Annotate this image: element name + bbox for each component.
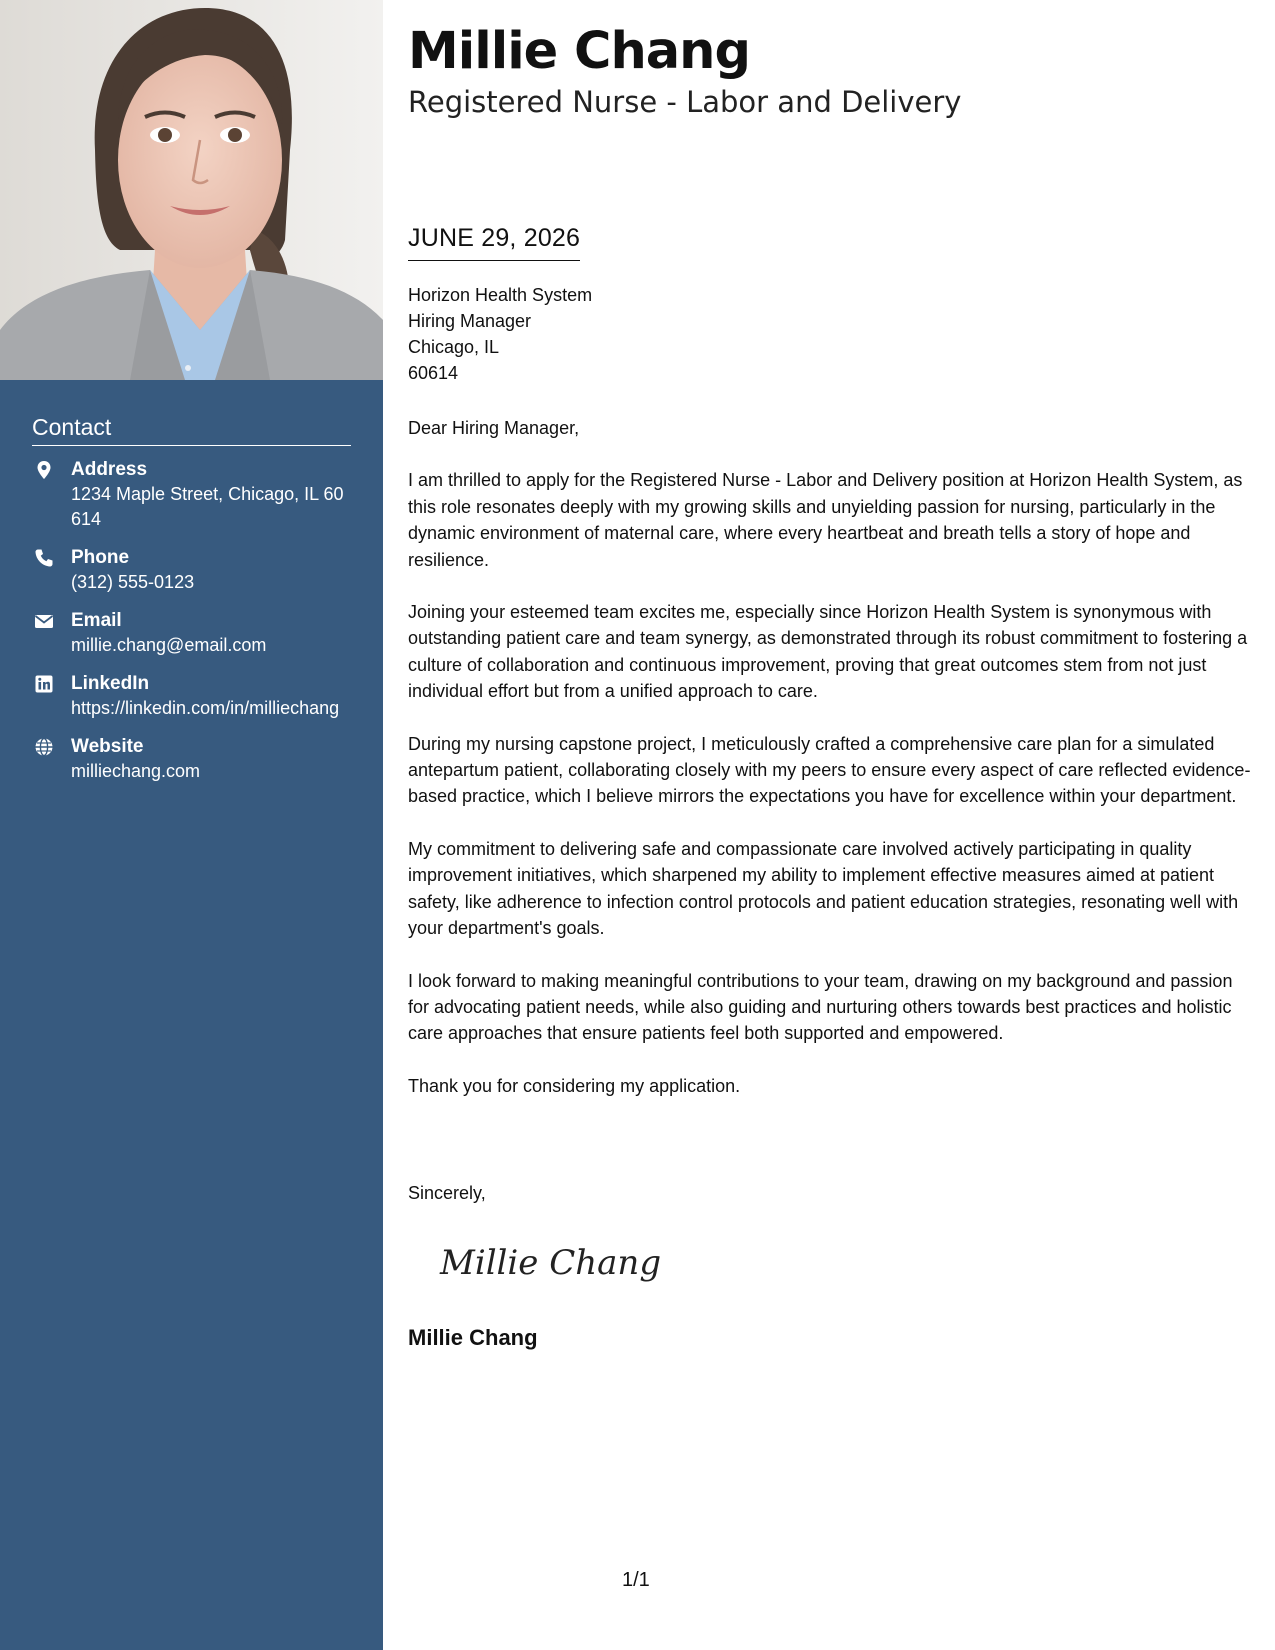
paragraph: During my nursing capstone project, I meticulously crafted a comprehensive care plan for a simulated antepartum patient, collaborating closely with my peers to ensure every aspect of care reflected evidence-based practice, which I believe mirrors the expectations you have for excellence within your department.: [408, 733, 1251, 807]
paragraph: Thank you for considering my application.: [408, 1075, 741, 1096]
address-label: Address: [71, 459, 148, 480]
profile-photo: [0, 0, 383, 380]
linkedin-icon: [34, 674, 54, 694]
letter-date: JUNE 29, 2026: [408, 222, 580, 261]
contact-item-address: [32, 458, 351, 532]
salutation: Dear Hiring Manager,: [408, 418, 580, 438]
portrait-image: [0, 0, 383, 380]
sidebar: [0, 0, 383, 1650]
contact-item-linkedin: [32, 672, 351, 721]
email-label: Email: [71, 610, 122, 631]
website-label: Website: [71, 736, 144, 757]
email-link[interactable]: millie.chang@email.com: [71, 635, 267, 655]
signature: [436, 1232, 666, 1292]
page-number: 1/1: [622, 1569, 650, 1591]
closing: Sincerely,: [408, 1183, 486, 1203]
address-value: 1234 Maple Street, Chicago, IL 60614: [71, 484, 344, 529]
contact-section: [32, 413, 351, 798]
applicant-name: Millie Chang: [408, 22, 750, 81]
recipient-zip: 60614: [408, 363, 459, 383]
signature-text: Millie Chang: [440, 1243, 662, 1283]
recipient-city: Chicago, IL: [408, 337, 500, 357]
phone-icon: [34, 548, 54, 568]
recipient-organization: Horizon Health System: [408, 285, 593, 305]
contact-item-email: [32, 609, 351, 658]
map-pin-icon: [34, 460, 54, 480]
contact-item-phone: [32, 546, 351, 595]
contact-heading: Contact: [32, 413, 351, 446]
letter-text: [408, 415, 1253, 1125]
globe-icon: [34, 737, 54, 757]
paragraph: My commitment to delivering safe and compassionate care involved actively participating in quality improvement initiatives, which sharpened my ability to implement effective measures aimed at patient safety, like adherence to infection control protocols and patient education strategies, resonating well with your department's goals.: [408, 838, 1239, 939]
phone-value: (312) 555-0123: [71, 572, 195, 592]
paragraph: I am thrilled to apply for the Registered Nurse - Labor and Delivery position at Horizon Health System, as this role resonates deeply with my growing skills and unyielding passion for nursing, particularly in the dynamic environment of maternal care, where every heartbeat and breath tells a story of hope and resilience.: [408, 470, 1243, 570]
recipient-title: Hiring Manager: [408, 311, 532, 331]
website-link[interactable]: milliechang.com: [71, 761, 201, 781]
recipient-block: [408, 282, 592, 386]
signed-name: Millie Chang: [408, 1325, 538, 1350]
phone-label: Phone: [71, 547, 130, 568]
paragraph: I look forward to making meaningful contributions to your team, drawing on my background and passion for advocating patient needs, while also guiding and nurturing others towards best practices and holistic care approaches that ensure patients feel both supported and empowered.: [408, 970, 1233, 1044]
contact-item-website: [32, 735, 351, 784]
envelope-icon: [34, 611, 54, 631]
job-title: Registered Nurse - Labor and Delivery: [408, 85, 962, 119]
paragraph: Joining your esteemed team excites me, especially since Horizon Health System is synonymous with outstanding patient care and team synergy, as demonstrated through its robust commitment to fostering a culture of collaboration and continuous improvement, proving that great outcomes stem from not just individual effort but from a unified approach to care.: [408, 602, 1248, 702]
linkedin-label: LinkedIn: [71, 673, 150, 694]
linkedin-link[interactable]: https://linkedin.com/in/milliechang: [71, 698, 340, 718]
